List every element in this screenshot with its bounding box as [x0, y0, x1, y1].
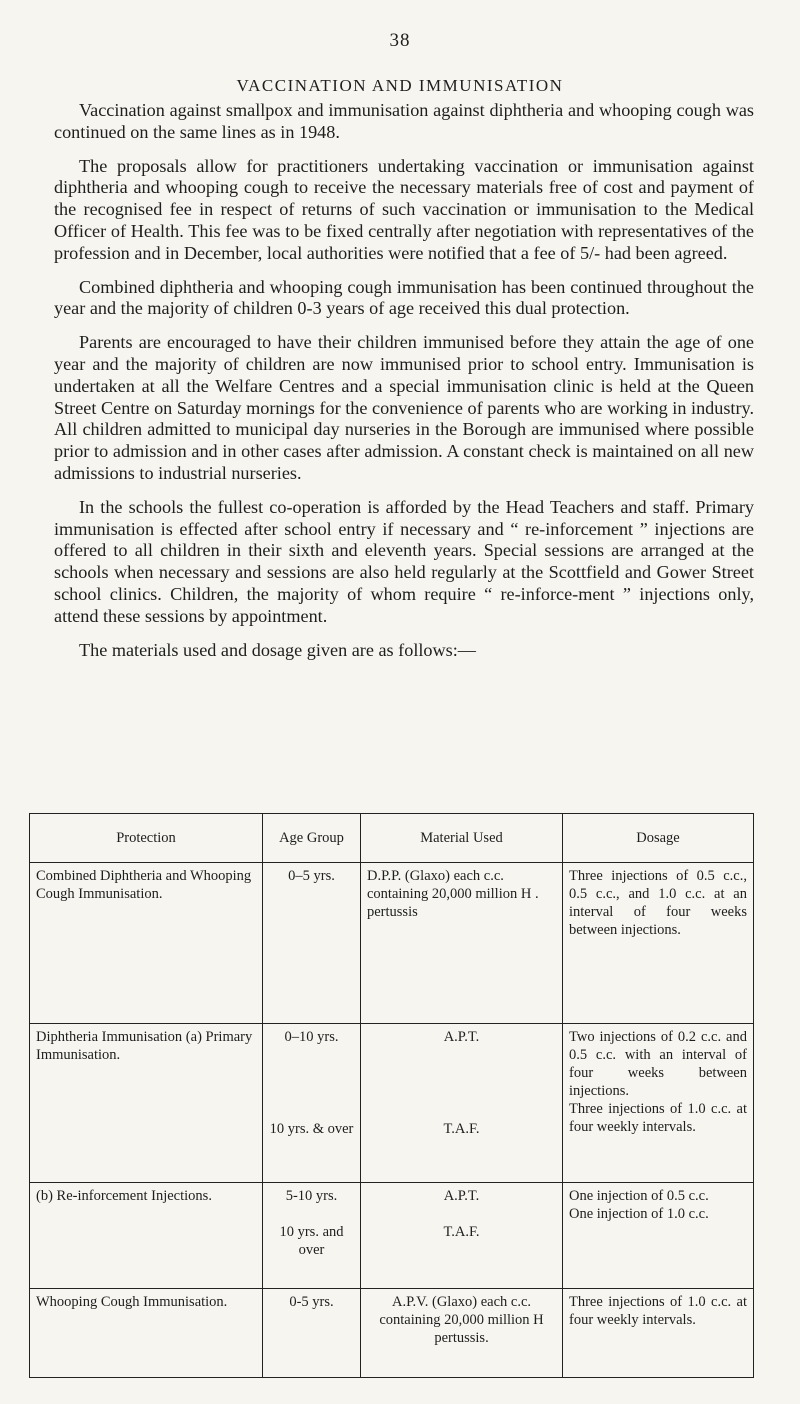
material-cell	[361, 1183, 563, 1289]
age-group-secondary: 10 yrs. and over	[279, 1224, 344, 1258]
age-group-cell	[263, 1183, 361, 1289]
page-number: 38	[389, 30, 411, 51]
header-material-used: Material Used	[361, 814, 563, 863]
material-primary: A.P.T.	[443, 1029, 480, 1045]
paragraph: The materials used and dosage given are as follows:—	[79, 639, 476, 660]
dosage-secondary: Three injections of 1.0 c.c. at four weekly intervals.	[569, 1101, 747, 1135]
dosage-secondary: One injection of 1.0 c.c.	[569, 1206, 709, 1222]
dosage-cell	[563, 1183, 754, 1289]
protection-cell: Diphtheria Immunisation (a) Primary Immunisation.	[30, 1024, 263, 1183]
table-header-row	[30, 814, 754, 863]
age-group-primary: 5-10 yrs.	[285, 1188, 338, 1204]
section-heading: VACCINATION AND IMMUNISATION	[236, 76, 564, 95]
table-row	[30, 1289, 754, 1378]
age-group-cell	[263, 1024, 361, 1183]
age-group-primary: 0–10 yrs.	[284, 1029, 339, 1045]
dosage-cell: Three injections of 1.0 c.c. at four weekly intervals.	[563, 1289, 754, 1378]
protection-cell: Combined Diphtheria and Whooping Cough Immunisation.	[30, 863, 263, 1024]
dosage-cell	[563, 1024, 754, 1183]
table-row	[30, 863, 754, 1024]
dosage-cell: Three injections of 0.5 c.c., 0.5 c.c., and 1.0 c.c. at an interval of four weeks between injections.	[563, 863, 754, 1024]
material-secondary: T.A.F.	[443, 1224, 480, 1240]
material-primary: A.P.T.	[443, 1188, 480, 1204]
paragraph: Parents are encouraged to have their children immunised before they attain the age of one year and the majority of children are now immunised prior to school entry. Immunisation is undertaken at all the Welfare Centres and a special immunisation clinic is held at the Queen Street Centre on Saturday mornings for the convenience of parents who are working in industry. All children admitted to municipal day nurseries in the Borough are immunised where possible prior to admission and in other cases after admission. A constant check is maintained on all new admissions to industrial nurseries.	[54, 332, 754, 483]
material-cell: A.P.V. (Glaxo) each c.c. containing 20,000 million H pertussis.	[361, 1289, 563, 1378]
paragraph: Vaccination against smallpox and immunisation against diphtheria and whooping cough was continued on the same lines as in 1948.	[54, 100, 754, 142]
protection-cell: Whooping Cough Immunisation.	[30, 1289, 263, 1378]
age-group-cell: 0-5 yrs.	[263, 1289, 361, 1378]
table-row	[30, 1183, 754, 1289]
body-text	[54, 100, 754, 673]
dosage-primary: Two injections of 0.2 c.c. and 0.5 c.c. with an interval of four weeks between injections.	[569, 1029, 747, 1099]
material-cell: D.P.P. (Glaxo) each c.c. containing 20,000 million H . pertussis	[361, 863, 563, 1024]
header-protection: Protection	[30, 814, 263, 863]
age-group-secondary: 10 yrs. & over	[269, 1121, 354, 1137]
paragraph: The proposals allow for practitioners undertaking vaccination or immunisation against diphtheria and whooping cough to receive the necessary materials free of cost and payment of the recognised fee in respect of returns of such vaccination or immunisation to the Medical Officer of Health. This fee was to be fixed centrally after negotiation with representatives of the profession and in December, local authorities were notified that a fee of 5/- had been agreed.	[54, 155, 754, 263]
header-age-group: Age Group	[263, 814, 361, 863]
protection-cell: (b) Re-inforcement Injections.	[30, 1183, 263, 1289]
table-row	[30, 1024, 754, 1183]
materials-dosage-table	[29, 813, 754, 1378]
material-secondary: T.A.F.	[443, 1121, 480, 1137]
dosage-primary: One injection of 0.5 c.c.	[569, 1188, 709, 1204]
age-group-cell: 0–5 yrs.	[263, 863, 361, 1024]
paragraph: Combined diphtheria and whooping cough immunisation has been continued throughout the year and the majority of children 0-3 years of age received this dual protection.	[54, 276, 754, 319]
header-dosage: Dosage	[563, 814, 754, 863]
material-cell	[361, 1024, 563, 1183]
paragraph: In the schools the fullest co-operation is afforded by the Head Teachers and staff. Primary immunisation is effected after school entry if necessary and “ re-inforcement ” injections are offered to all children in their sixth and eleventh years. Special sessions are arranged at the schools when necessary and sessions are also held regularly at the Scottfield and Gower Street school clinics. Children, the majority of whom require “ re-inforce-ment ” injections only, attend these sessions by appointment.	[54, 496, 754, 626]
